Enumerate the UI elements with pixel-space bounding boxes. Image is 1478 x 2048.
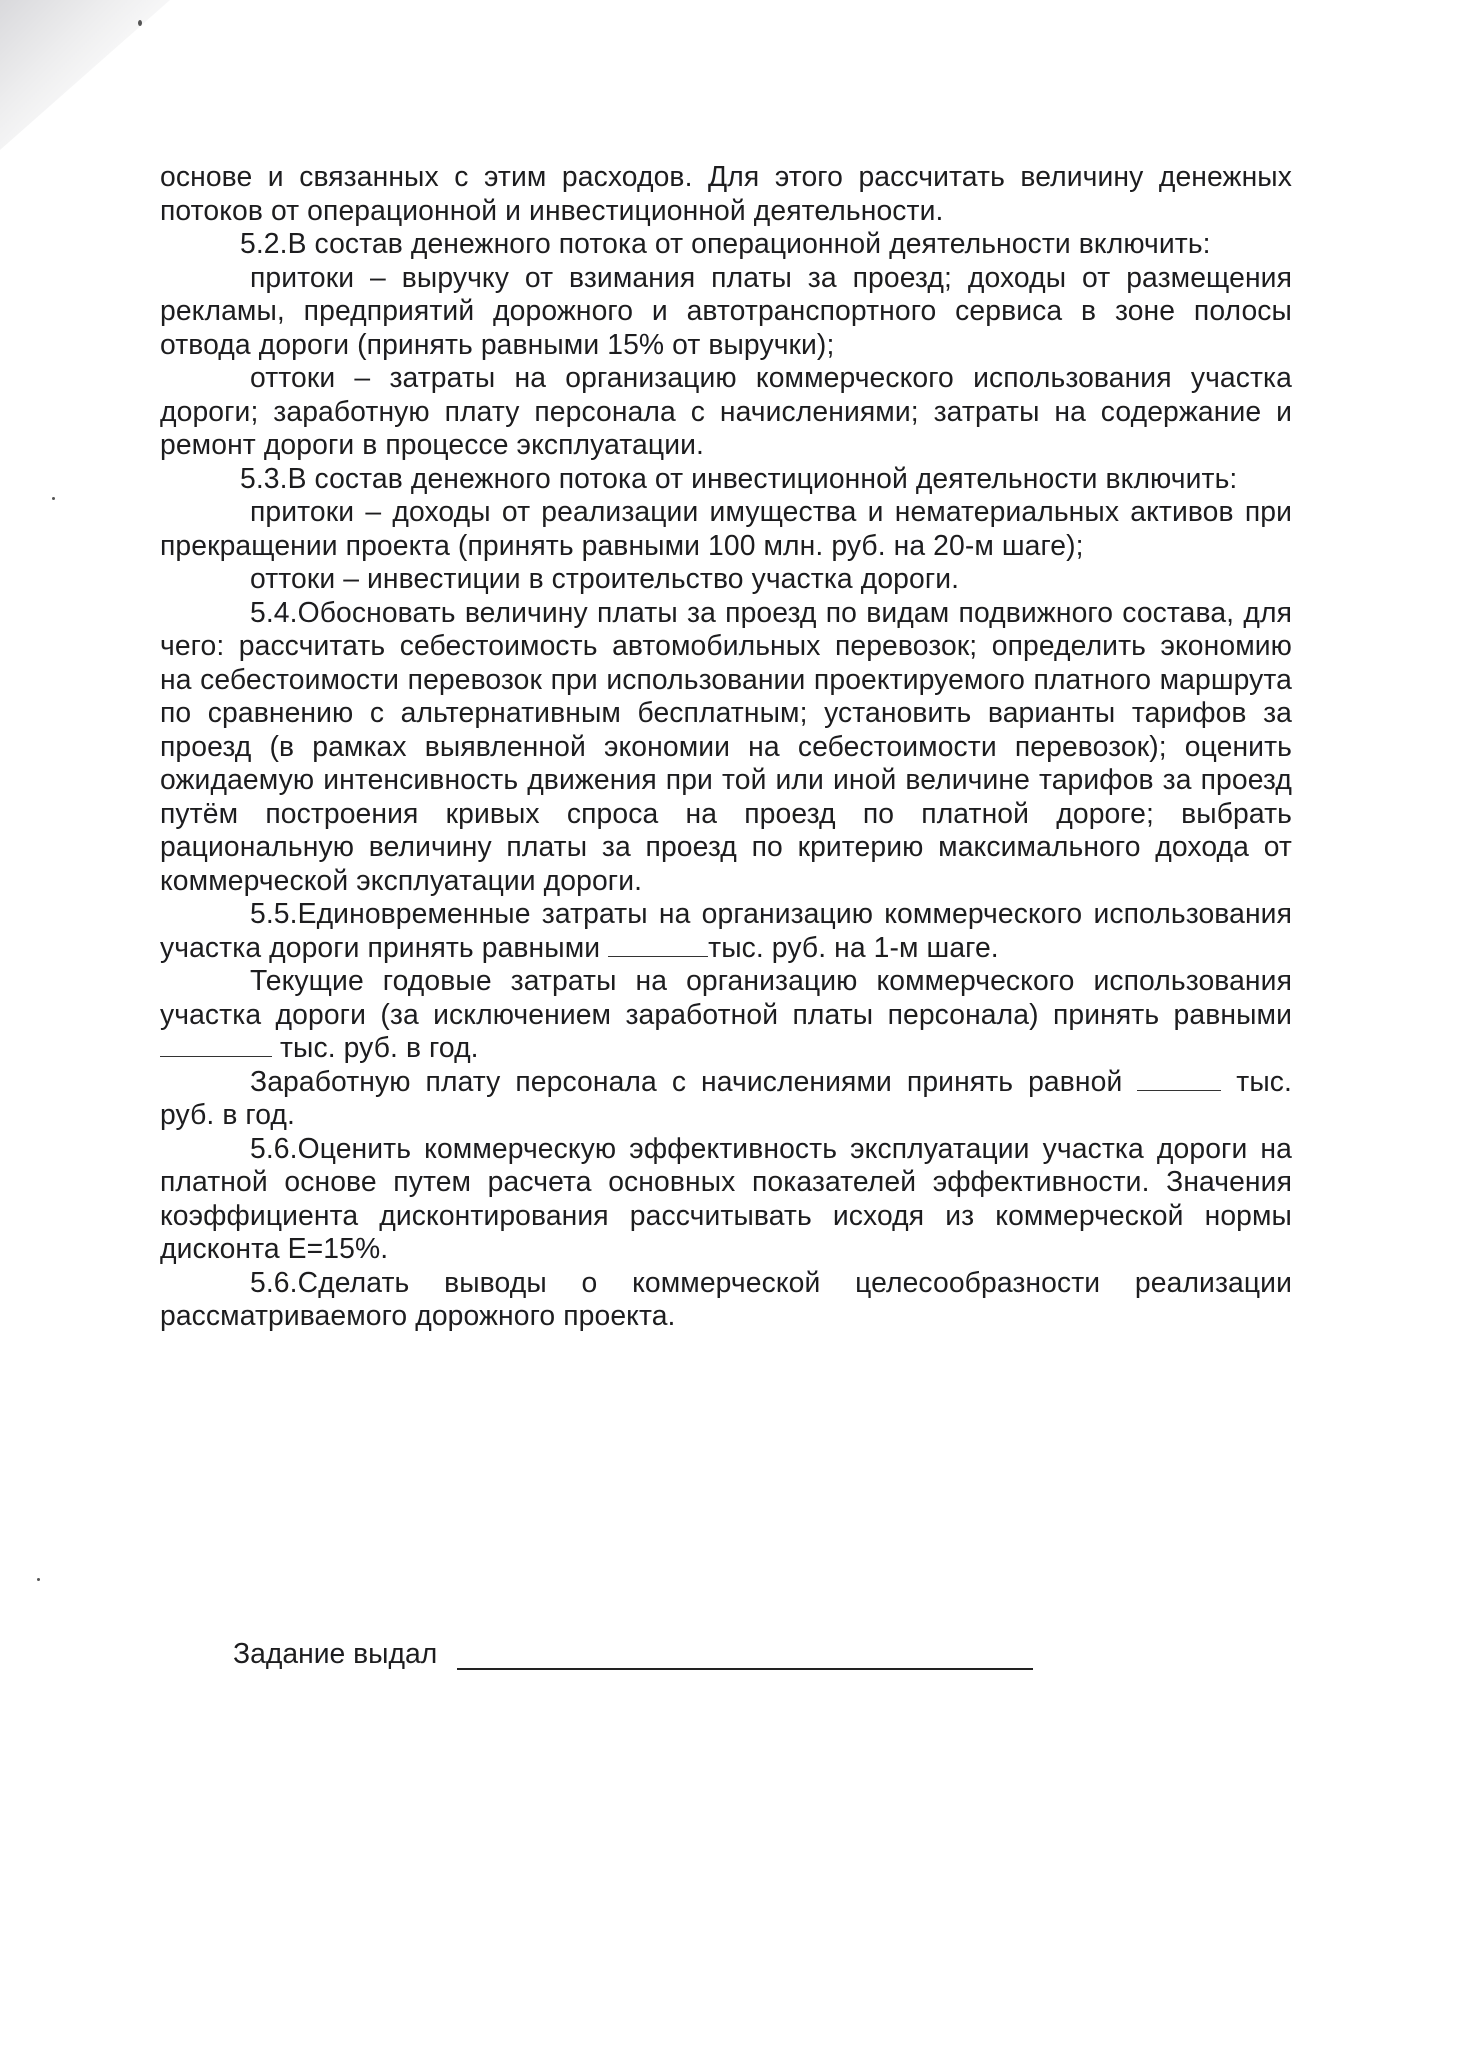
paragraph-current-costs-text: Текущие годовые затраты на организацию коммерческого использования участка дороги (за исключением заработной платы персонала) принять равными (160, 964, 1292, 1030)
paragraph-cashflow-intro: основе и связанных с этим расходов. Для этого рассчитать величину денежных потоков от операционной и инвестиционной деятельности. (160, 160, 1292, 226)
paragraph-current-costs (160, 964, 1292, 1065)
one-time-costs-blank (608, 932, 708, 957)
paragraph-current-costs-unit: тыс. руб. в год. (279, 1031, 479, 1063)
paragraph-5-5-text: 5.5.Единовременные затраты на организацию коммерческого использования участка дороги принять равными (160, 897, 1292, 963)
paragraph-salary-unit: тыс. руб. в год. (160, 1064, 1293, 1130)
paragraph-salary-text: Заработную плату персонала с начислениями принять равной (250, 1064, 1123, 1097)
paragraph-5-4: 5.4.Обосновать величину платы за проезд по видам подвижного состава, для чего: рассчитать себестоимость автомобильных перевозок; определить экономию на себестоимости перевозок при использовании проектируемого платного маршрута по сравнению с альтернативным бесплатным; установить варианты тарифов за проезд (в рамках выявленной экономии на себестоимости перевозок); оценить ожидаемую интенсивность движения при той или иной величине тарифов за проезд путём построения кривых спроса на проезд по платной дороге; выбрать рациональную величину платы за проезд по критерию максимального дохода от коммерческой эксплуатации дороги. (160, 595, 1292, 896)
paragraph-investment-inflows: притоки – доходы от реализации имущества и нематериальных активов при прекращении проекта (принять равными 100 млн. руб. на 20-м шаге); (160, 495, 1292, 561)
annual-costs-blank (160, 1032, 272, 1057)
page-fold-shadow (0, 0, 170, 150)
paragraph-investment-outflows: оттоки – инвестиции в строительство участка дороги. (250, 562, 960, 594)
scan-speck (138, 20, 142, 26)
paragraph-operational-outflows: оттоки – затраты на организацию коммерческого использования участка дороги; заработную плату персонала с начислениями; затраты на содержание и ремонт дороги в процессе эксплуатации. (160, 361, 1292, 460)
paragraph-salary (160, 1065, 1292, 1132)
paragraph-operational-inflows: притоки – выручку от взимания платы за проезд; доходы от размещения рекламы, предприятий дорожного и автотранспортного сервиса в зоне полосы отвода дороги (принять равными 15% от выручки); (160, 260, 1292, 360)
paragraph-5-2: 5.2.В состав денежного потока от операционной деятельности включить: (240, 227, 1211, 259)
paragraph-5-5 (160, 897, 1292, 964)
paragraph-5-3: 5.3.В состав денежного потока от инвестиционной деятельности включить: (240, 461, 1238, 494)
paragraph-5-6-efficiency: 5.6.Оценить коммерческую эффективность эксплуатации участка дороги на платной основе путем расчета основных показателей эффективности. Значения коэффициента дисконтирования рассчитывать исходя из коммерческой нормы дисконта Е=15%. (160, 1131, 1292, 1264)
scan-speck (37, 1578, 40, 1581)
signature-label: Задание выдал (233, 1637, 438, 1669)
signature-line (457, 1638, 1033, 1670)
paragraph-5-5-unit: тыс. руб. на 1-м шаге. (708, 930, 999, 963)
signature-block (233, 1636, 1033, 1670)
scan-speck (52, 497, 55, 500)
salary-blank (1137, 1066, 1221, 1091)
document-body (160, 160, 1292, 1333)
paragraph-5-6-conclusions: 5.6.Сделать выводы о коммерческой целесообразности реализации рассматриваемого дорожного проекта. (160, 1265, 1292, 1331)
